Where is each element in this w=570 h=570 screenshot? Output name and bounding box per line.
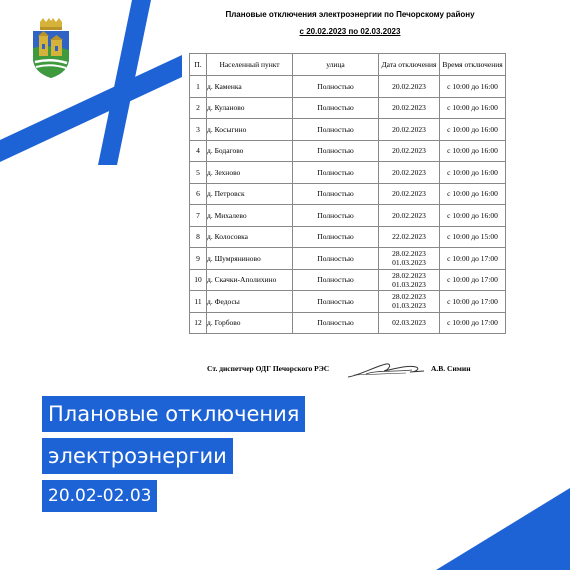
row-date: [379, 226, 440, 248]
row-street: Полностью: [293, 248, 379, 270]
row-place: д. Куланово: [207, 97, 293, 119]
table-row: [190, 291, 506, 313]
row-date-line: 28.02.2023: [392, 270, 426, 280]
document-title: Плановые отключения электроэнергии по Печорскому району: [225, 10, 475, 19]
row-street: Полностью: [293, 226, 379, 248]
row-date-line: 22.02.2023: [392, 232, 426, 242]
row-time: с 10:00 до 17:00: [440, 269, 506, 291]
row-time: с 10:00 до 16:00: [440, 119, 506, 141]
row-time: с 10:00 до 16:00: [440, 76, 506, 98]
row-date: [379, 205, 440, 227]
row-time: с 10:00 до 16:00: [440, 183, 506, 205]
row-date: [379, 291, 440, 313]
table-header-row: [190, 54, 506, 76]
row-street: Полностью: [293, 183, 379, 205]
row-time: с 10:00 до 16:00: [440, 162, 506, 184]
row-date-line: 20.02.2023: [392, 146, 426, 156]
table-row: [190, 269, 506, 291]
row-date-line: 20.02.2023: [392, 189, 426, 199]
row-street: Полностью: [293, 312, 379, 334]
table-row: [190, 248, 506, 270]
column-header-place: Населенный пункт: [207, 54, 293, 76]
row-number: 6: [190, 183, 207, 205]
outage-schedule-table: [189, 53, 506, 334]
row-place: д. Михалево: [207, 205, 293, 227]
row-street: Полностью: [293, 205, 379, 227]
banner-line-subject: электроэнергии: [42, 438, 233, 474]
row-date-line: 01.03.2023: [392, 301, 426, 311]
row-number: 5: [190, 162, 207, 184]
handwritten-signature: [346, 359, 426, 386]
row-street: Полностью: [293, 291, 379, 313]
table-row: [190, 140, 506, 162]
row-time: с 10:00 до 16:00: [440, 205, 506, 227]
row-number: 11: [190, 291, 207, 313]
row-date: [379, 162, 440, 184]
row-street: Полностью: [293, 269, 379, 291]
row-date-line: 02.03.2023: [392, 318, 426, 328]
row-street: Полностью: [293, 119, 379, 141]
row-date-line: 28.02.2023: [392, 249, 426, 259]
row-number: 9: [190, 248, 207, 270]
row-place: д. Шумряниново: [207, 248, 293, 270]
column-header-date: Дата отключения: [379, 54, 440, 76]
row-street: Полностью: [293, 97, 379, 119]
row-number: 8: [190, 226, 207, 248]
row-time: с 10:00 до 17:00: [440, 248, 506, 270]
document-period: с 20.02.2023 по 02.03.2023: [299, 27, 401, 36]
row-place: д. Каменка: [207, 76, 293, 98]
row-time: с 10:00 до 16:00: [440, 97, 506, 119]
row-time: с 10:00 до 17:00: [440, 291, 506, 313]
row-date: [379, 76, 440, 98]
column-header-street: улица: [293, 54, 379, 76]
row-place: д. Зехново: [207, 162, 293, 184]
row-date: [379, 183, 440, 205]
banner-line-title: Плановые отключения: [42, 396, 305, 432]
row-time: с 10:00 до 17:00: [440, 312, 506, 334]
row-street: Полностью: [293, 76, 379, 98]
row-place: д. Бодагово: [207, 140, 293, 162]
table-row: [190, 226, 506, 248]
table-body: [190, 76, 506, 334]
row-number: 1: [190, 76, 207, 98]
column-header-time: Время отключения: [440, 54, 506, 76]
row-number: 2: [190, 97, 207, 119]
row-place: д. Колосовка: [207, 226, 293, 248]
row-number: 7: [190, 205, 207, 227]
row-place: д. Скачки-Аполихино: [207, 269, 293, 291]
row-place: д. Петровск: [207, 183, 293, 205]
row-date-line: 01.03.2023: [392, 279, 426, 289]
row-place: д. Косыгино: [207, 119, 293, 141]
column-header-number: П.: [190, 54, 207, 76]
row-place: д. Горбово: [207, 312, 293, 334]
row-time: с 10:00 до 15:00: [440, 226, 506, 248]
row-street: Полностью: [293, 162, 379, 184]
row-number: 4: [190, 140, 207, 162]
row-date: [379, 248, 440, 270]
table-row: [190, 312, 506, 334]
table-row: [190, 205, 506, 227]
table-row: [190, 119, 506, 141]
row-date: [379, 119, 440, 141]
row-number: 10: [190, 269, 207, 291]
row-date-line: 20.02.2023: [392, 124, 426, 134]
signer-role: Ст. диспетчер ОДГ Печорского РЭС: [207, 364, 330, 373]
banner-line-dates: 20.02-02.03: [42, 480, 157, 512]
coat-of-arms-icon: [30, 18, 72, 80]
row-date-line: 20.02.2023: [392, 210, 426, 220]
table-row: [190, 76, 506, 98]
row-number: 12: [190, 312, 207, 334]
row-time: с 10:00 до 16:00: [440, 140, 506, 162]
row-street: Полностью: [293, 140, 379, 162]
row-number: 3: [190, 119, 207, 141]
signer-name: А.В. Симин: [431, 364, 471, 373]
row-date: [379, 269, 440, 291]
row-date-line: 20.02.2023: [392, 167, 426, 177]
table-row: [190, 183, 506, 205]
table-row: [190, 97, 506, 119]
row-date-line: 28.02.2023: [392, 292, 426, 302]
row-date-line: 20.02.2023: [392, 81, 426, 91]
row-date: [379, 97, 440, 119]
row-date-line: 01.03.2023: [392, 258, 426, 268]
row-date: [379, 312, 440, 334]
row-date-line: 20.02.2023: [392, 103, 426, 113]
row-date: [379, 140, 440, 162]
table-row: [190, 162, 506, 184]
row-place: д. Федосы: [207, 291, 293, 313]
